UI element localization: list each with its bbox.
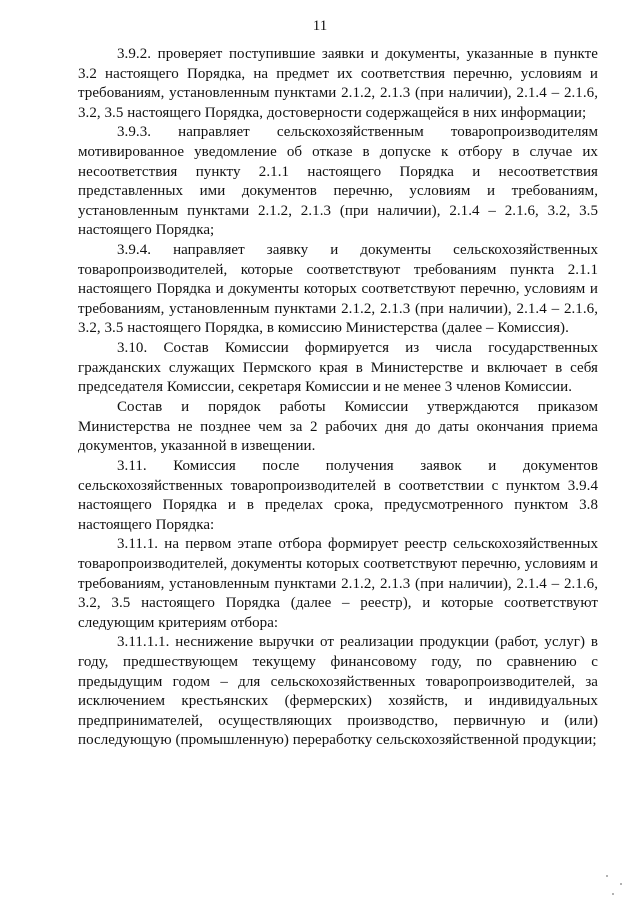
paragraph-3-11-1: 3.11.1. на первом этапе отбора формирует реестр сельскохозяйственных товаропроизводителей, документы которых соответствуют перечню, условиям и требованиям, установленным пунктами 2.1.2, 2.1.3 (при наличии), 2.1.4 – 2.1.6, 3.2, 3.5 настоящего Порядка (далее – реестр), и которые соответствуют следующим критериям отбора: (78, 536, 598, 631)
paragraph-3-11-1-1: 3.11.1.1. неснижение выручки от реализации продукции (работ, услуг) в году, предшествующем текущему финансовому году, по сравнению с предыдущим годом – для сельскохозяйственных товаропроизводителей, за исключением крестьянских (фермерских) хозяйств, и индивидуальных предпринимателей, осуществляющих производство, первичную и (или) последующую (промышленную) переработку сельскохозяйственной продукции; (78, 634, 598, 749)
paragraph-3-9-4: 3.9.4. направляет заявку и документы сельскохозяйственных товаропроизводителей, которые соответствуют требованиям пункта 2.1.1 настоящего Порядка и документы которых соответствуют перечню, условиям и требованиям, установленным пунктами 2.1.2, 2.1.3 (при наличии), 2.1.4 – 2.1.6, 3.2, 3.5 настоящего Порядка, в комиссию Министерства (далее – Комиссия). (78, 242, 598, 337)
paragraph-commission-composition: Состав и порядок работы Комиссии утверждаются приказом Министерства не позднее чем за 2 рабочих дня до даты окончания приема документов, указанной в извещении. (78, 399, 598, 455)
paragraph-3-9-2: 3.9.2. проверяет поступившие заявки и документы, указанные в пункте 3.2 настоящего Порядка, на предмет их соответствия перечню, условиям и требованиям, установленным пунктами 2.1.2, 2.1.3 (при наличии), 2.1.4 – 2.1.6, 3.2, 3.5 настоящего Порядка, достоверности содержащейся в них информации; (78, 46, 598, 121)
scan-specks (602, 869, 632, 899)
paragraph-3-9-3: 3.9.3. направляет сельскохозяйственным товаропроизводителям мотивированное уведомление об отказе в допуске к отбору в случае их несоответствия пункту 2.1.1 настоящего Порядка и несоответствия представленных ими документов перечню, условиям и требованиям, установленным пунктами 2.1.2, 2.1.3 (при наличии), 2.1.4 – 2.1.6, 3.2, 3.5 настоящего Порядка; (78, 124, 598, 239)
page-number: 11 (312, 18, 328, 34)
paragraph-3-11: 3.11. Комиссия после получения заявок и документов сельскохозяйственных товаропроизводителей в соответствии с пунктом 3.9.4 настоящего Порядка и в пределах срока, предусмотренного пунктом 3.8 настоящего Порядка: (78, 457, 598, 533)
document-body (78, 45, 598, 751)
paragraph-3-10: 3.10. Состав Комиссии формируется из числа государственных гражданских служащих Пермского края в Министерстве и включает в себя председателя Комиссии, секретаря Комиссии и не менее 3 членов Комиссии. (78, 340, 598, 396)
